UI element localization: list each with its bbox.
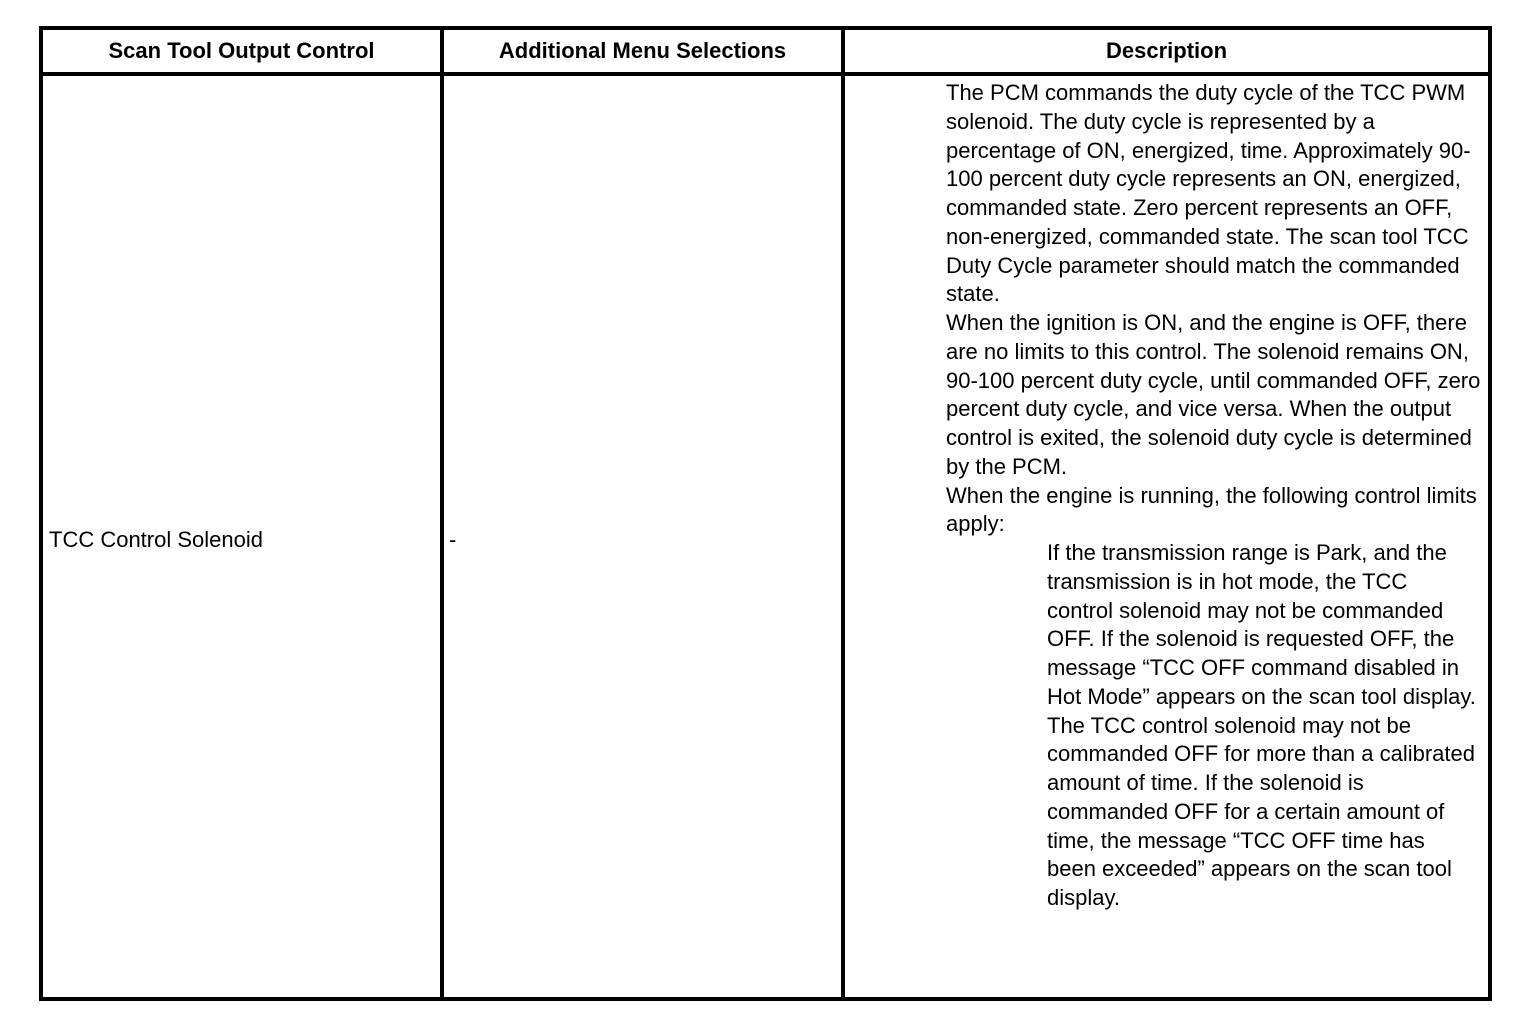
column-header-description: Description bbox=[1105, 38, 1228, 63]
control-limit-item: The TCC control solenoid may not be commanded OFF for more than a calibrated amount of time. If the solenoid is commanded OFF for a certain amount of time, the message “TCC OFF time has been exceeded” appears on the scan tool display. bbox=[1047, 712, 1475, 910]
column-header-output-control: Scan Tool Output Control bbox=[108, 38, 375, 63]
description-paragraph: When the engine is running, the following control limits apply: bbox=[946, 482, 1477, 537]
description-paragraph: The PCM commands the duty cycle of the TCC PWM solenoid. The duty cycle is represented by a percentage of ON, energized, time. Approximately 90-100 percent duty cycle represents an ON, energized, commanded state. Zero percent represents an OFF, non-energized, commanded state. The scan tool TCC Duty Cycle parameter should match the commanded state. bbox=[946, 80, 1471, 307]
output-control-table bbox=[39, 26, 1492, 1001]
table-row bbox=[43, 76, 1488, 997]
description-paragraph: When the ignition is ON, and the engine is OFF, there are no limits to this control. The solenoid remains ON, 90-100 percent duty cycle, until commanded OFF, zero percent duty cycle, and vice versa. When the output control is exited, the solenoid duty cycle is determined by the PCM. bbox=[946, 310, 1481, 479]
control-limit-item: If the transmission range is Park, and the transmission is in hot mode, the TCC control solenoid may not be commanded OFF. If the solenoid is requested OFF, the message “TCC OFF command disabled in Hot Mode” appears on the scan tool display. bbox=[1047, 540, 1476, 709]
table-header-row bbox=[43, 30, 1488, 76]
output-control-cell: TCC Control Solenoid bbox=[49, 527, 263, 552]
column-header-additional-menu-selections: Additional Menu Selections bbox=[498, 38, 787, 63]
description-cell bbox=[946, 79, 1486, 913]
additional-menu-selections-cell: - bbox=[449, 527, 457, 552]
